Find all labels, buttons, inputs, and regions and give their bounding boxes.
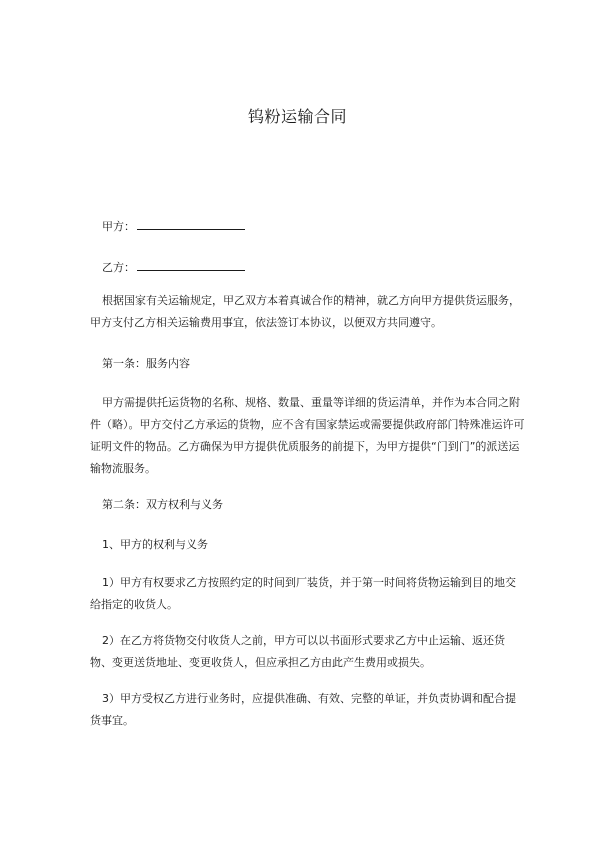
party-a-label: 甲方： xyxy=(102,220,135,233)
article1-heading: 第一条：服务内容 xyxy=(102,357,190,370)
article1-body: 甲方需提供托运货物的名称、规格、数量、重量等详细的货运清单，并作为本合同之附件（略）。甲方交付乙方承运的货物，应不含有国家禁运或需要提供政府部门特殊准运许可证明文件的物品。乙方确保为甲方提供优质服务的前提下，为甲方提供“门到门”的派送运输物流服务。 xyxy=(90,396,525,475)
party-a-blank xyxy=(137,218,245,230)
party-b-label: 乙方： xyxy=(102,261,135,274)
party-b-line xyxy=(102,259,245,275)
party-b-blank xyxy=(137,259,245,271)
party-a-line xyxy=(102,218,245,234)
clause-item-1: 1）甲方有权要求乙方按照约定的时间到厂装货，并于第一时间将货物运输到目的地交给指定的收货人。 xyxy=(90,576,516,611)
page-title: 钨粉运输合同 xyxy=(247,107,347,126)
intro-paragraph: 根据国家有关运输规定，甲乙双方本着真诚合作的精神，就乙方向甲方提供货运服务，甲方支付乙方相关运输费用事宜，依法签订本协议，以便双方共同遵守。 xyxy=(90,294,520,329)
article2-heading: 第二条：双方权利与义务 xyxy=(102,498,223,511)
section1-heading: 1、甲方的权利与义务 xyxy=(102,538,208,551)
clause-item-2: 2）在乙方将货物交付收货人之前，甲方可以以书面形式要求乙方中止运输、返还货物、变更送货地址、变更收货人，但应承担乙方由此产生费用或损失。 xyxy=(90,634,505,669)
clause-item-3: 3）甲方受权乙方进行业务时，应提供准确、有效、完整的单证，并负责协调和配合提货事宜。 xyxy=(90,692,516,727)
